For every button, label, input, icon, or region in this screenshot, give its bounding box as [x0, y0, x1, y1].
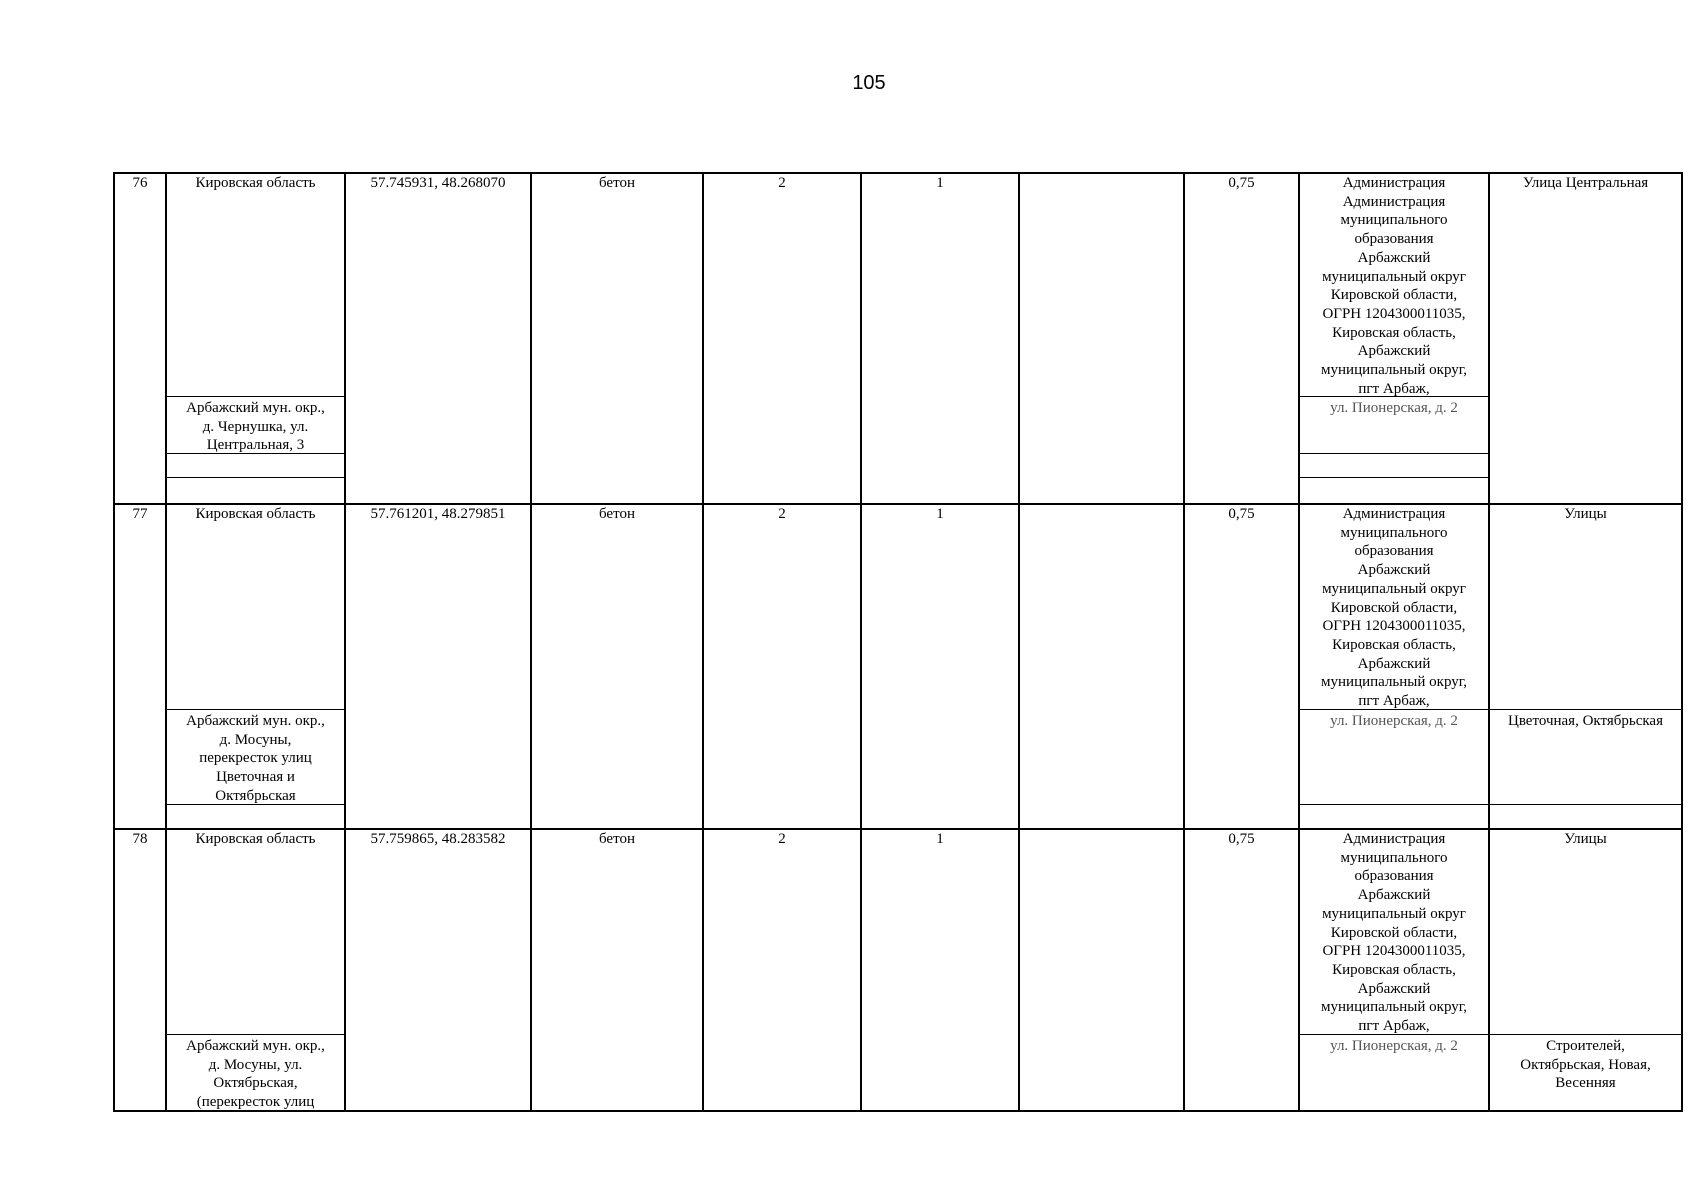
owner-line: Кировской области, [1330, 287, 1458, 304]
page-number: 105 [852, 72, 886, 94]
column-border [702, 172, 704, 1112]
sub-line [1298, 453, 1489, 454]
owner-address: ул. Пионерская, д. 2 [1330, 713, 1458, 729]
column-border [1018, 172, 1020, 1112]
address-line: Октябрьская [215, 787, 296, 804]
served-line: Улицы [1564, 831, 1607, 847]
served-objects-cell [1490, 505, 1681, 524]
owner-line: Кировская область, [1332, 324, 1456, 341]
row-number: 76 [132, 175, 148, 191]
owner-line: образования [1354, 543, 1434, 560]
owner-line: образования [1354, 231, 1434, 248]
owner-line: Арбажский [1357, 980, 1431, 997]
sub-line [165, 396, 345, 397]
owner-line: ОГРН 1204300011035, [1322, 305, 1466, 322]
owner-line: Арбажский [1357, 562, 1431, 579]
column-border [344, 172, 346, 1112]
owner-line: муниципальный округ [1322, 580, 1466, 597]
owner-line: Кировская область, [1332, 636, 1456, 653]
region-cell: Кировская область [195, 831, 316, 847]
region-cell: Кировская область [195, 506, 316, 522]
served-objects-continuation [1490, 1037, 1681, 1093]
owner-line: Арбажский [1357, 343, 1431, 360]
served-objects-cell [1490, 174, 1681, 193]
owner-line: Арбажский [1357, 655, 1431, 672]
address-line: Арбажский мун. окр., [186, 713, 325, 729]
owner-line: ОГРН 1204300011035, [1322, 943, 1466, 960]
owner-line: ОГРН 1204300011035, [1322, 618, 1466, 635]
owner-line: пгт Арбаж, [1358, 693, 1430, 710]
owner-line: Кировская область, [1332, 961, 1456, 978]
served-line: Улица Центральная [1522, 175, 1649, 191]
owner-line: пгт Арбаж, [1358, 1018, 1430, 1035]
served-line: Строителей, [1546, 1038, 1625, 1054]
coordinates-cell: 57.761201, 48.279851 [370, 506, 506, 522]
owner-line: Арбажский [1357, 887, 1431, 904]
owner-line: Кировской области, [1330, 924, 1458, 941]
address-cell [167, 1037, 344, 1112]
owner-cell [1300, 830, 1488, 1036]
column-border [165, 172, 167, 1112]
owner-line: муниципальный округ, [1321, 999, 1467, 1016]
address-line: Арбажский мун. окр., [186, 400, 325, 416]
address-line: (перекресток улиц [196, 1094, 315, 1111]
served-line: Весенняя [1555, 1075, 1616, 1092]
owner-line: Администрация [1342, 831, 1446, 847]
value-cell: 2 [778, 831, 786, 847]
coordinates-cell: 57.759865, 48.283582 [370, 831, 506, 847]
material-cell: бетон [599, 175, 635, 191]
owner-line: муниципальный округ [1322, 268, 1466, 285]
column-border [1183, 172, 1185, 1112]
owner-line: муниципального [1340, 212, 1448, 229]
value-cell: 1 [936, 506, 944, 522]
table-border-bottom [113, 1110, 1683, 1112]
address-line: д. Мосуны, ул. [208, 1056, 303, 1073]
sub-line [1298, 804, 1682, 805]
material-cell: бетон [599, 831, 635, 847]
owner-line: Администрация [1342, 175, 1446, 191]
owner-line: Арбажский [1357, 249, 1431, 266]
address-line: Октябрьская, [213, 1075, 298, 1092]
served-line: Улицы [1564, 506, 1607, 522]
owner-line: муниципальный округ [1322, 905, 1466, 922]
column-border [1488, 172, 1490, 1112]
address-line: Арбажский мун. окр., [186, 1038, 325, 1054]
area-cell: 0,75 [1228, 175, 1255, 191]
sub-line [165, 1034, 345, 1035]
owner-line: муниципальный округ, [1321, 674, 1467, 691]
column-border [860, 172, 862, 1112]
owner-address: ул. Пионерская, д. 2 [1330, 400, 1458, 416]
address-cell [167, 712, 344, 806]
address-line: д. Чернушка, ул. [202, 418, 309, 435]
sub-line [165, 477, 345, 478]
owner-line: муниципальный округ, [1321, 362, 1467, 379]
owner-line: Администрация [1342, 193, 1446, 210]
row-number: 78 [132, 831, 148, 847]
owner-line: Администрация [1342, 506, 1446, 522]
region-cell: Кировская область [195, 175, 316, 191]
address-line: перекресток улиц [199, 750, 312, 767]
coordinates-cell: 57.745931, 48.268070 [370, 175, 506, 191]
served-objects-cell [1490, 830, 1681, 849]
owner-address: ул. Пионерская, д. 2 [1330, 1038, 1458, 1054]
column-border [530, 172, 532, 1112]
sub-line [165, 709, 345, 710]
material-cell: бетон [599, 506, 635, 522]
served-objects-continuation [1490, 712, 1681, 731]
served-line: Октябрьская, Новая, [1520, 1056, 1651, 1073]
area-cell: 0,75 [1228, 831, 1255, 847]
owner-line: Кировской области, [1330, 599, 1458, 616]
address-cell [167, 399, 344, 455]
column-border [113, 172, 115, 1112]
owner-line: образования [1354, 868, 1434, 885]
sub-line [1298, 477, 1489, 478]
address-line: Центральная, 3 [206, 437, 305, 454]
area-cell: 0,75 [1228, 506, 1255, 522]
owner-line: муниципального [1340, 849, 1448, 866]
owner-line: пгт Арбаж, [1358, 380, 1430, 397]
owner-cell [1300, 505, 1488, 711]
owner-cell [1300, 174, 1488, 398]
value-cell: 2 [778, 506, 786, 522]
owner-line: муниципального [1340, 524, 1448, 541]
served-line: Цветочная, Октябрьская [1507, 713, 1663, 729]
row-number: 77 [132, 506, 148, 522]
value-cell: 1 [936, 831, 944, 847]
address-line: д. Мосуны, [219, 731, 292, 748]
value-cell: 1 [936, 175, 944, 191]
column-border [1681, 172, 1683, 1112]
value-cell: 2 [778, 175, 786, 191]
address-line: Цветочная и [216, 769, 295, 786]
